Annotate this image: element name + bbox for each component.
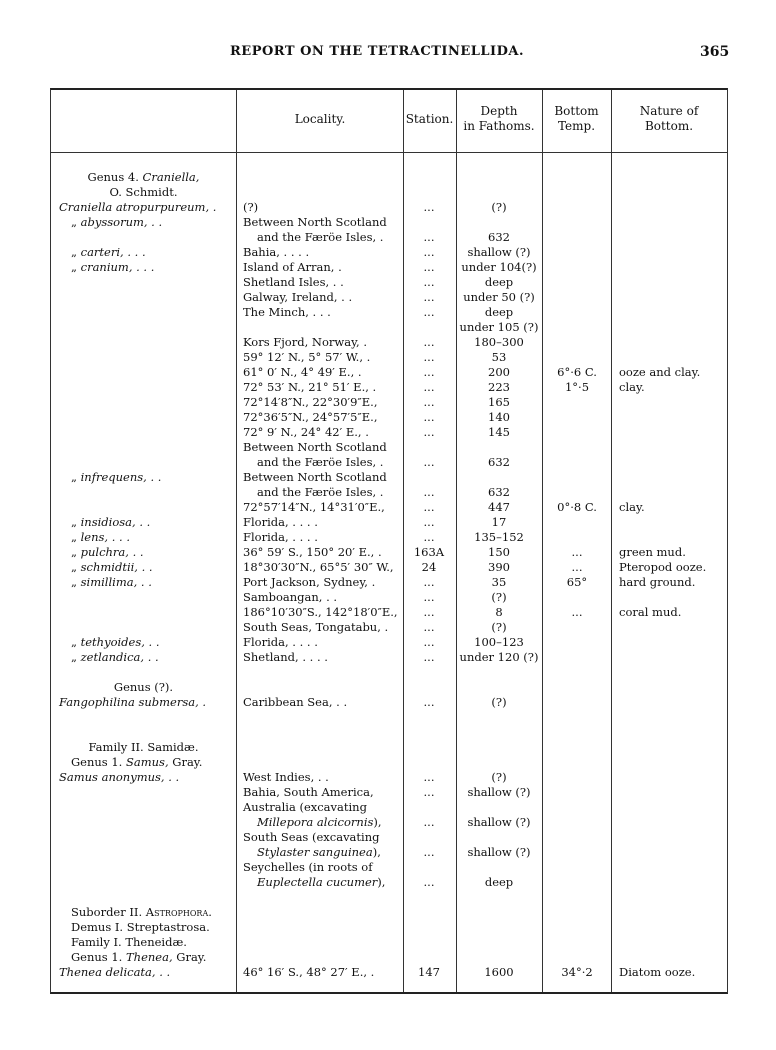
name-smallcaps: Astrophora. [145, 905, 212, 919]
locality-text: 46° 16′ S., 48° 27′ E., . [243, 965, 375, 979]
table-row [51, 905, 727, 920]
species-name [71, 935, 187, 950]
locality-cell [243, 560, 394, 575]
locality-text: Bahia, South America, [243, 785, 374, 799]
station-cell: ... [423, 290, 435, 304]
name-text: „ [71, 560, 81, 574]
name-text: Genus 4. [87, 170, 143, 184]
depth-cell: shallow (?) [467, 815, 531, 829]
locality-cell [243, 305, 331, 320]
locality-text: and the Færöe Isles, . [257, 455, 384, 469]
species-name [51, 170, 236, 185]
station-cell: ... [423, 620, 435, 634]
locality-text: 72°14′8″N., 22°30′9″E., [243, 395, 378, 409]
station-cell: ... [423, 350, 435, 364]
locality-cell [243, 530, 318, 545]
depth-cell: under 50 (?) [463, 290, 535, 304]
species-name [59, 965, 170, 980]
table-row [51, 875, 727, 890]
locality-cell [243, 365, 362, 380]
header-depth-line1: Depth [480, 104, 518, 118]
station-cell: ... [423, 695, 435, 709]
locality-text: 72°57′14″N., 14°31′0″E., [243, 500, 385, 514]
species-name [59, 695, 206, 710]
locality-cell [243, 575, 375, 590]
name-text: Genus 1. [71, 755, 126, 769]
locality-text: and the Færöe Isles, . [257, 485, 384, 499]
station-cell: ... [423, 485, 435, 499]
locality-text: 72°36′5″N., 24°57′5″E., [243, 410, 378, 424]
station-cell: 24 [421, 560, 437, 574]
table-row [51, 950, 727, 965]
table-row [51, 545, 727, 560]
nature-cell: ooze and clay. [619, 365, 701, 379]
nature-cell: Pteropod ooze. [619, 560, 707, 574]
station-cell: ... [423, 530, 435, 544]
station-cell: ... [423, 365, 435, 379]
depth-cell: 180–300 [474, 335, 524, 349]
locality-cell [243, 605, 398, 620]
name-italic: Craniella atropurpureum, . [59, 200, 217, 214]
locality-text: Caribbean Sea, . . [243, 695, 348, 709]
depth-cell: deep [484, 305, 514, 319]
name-text: „ [71, 260, 81, 274]
temp-cell: 65° [566, 575, 588, 589]
temp-cell: 34°·2 [561, 965, 593, 979]
station-cell: ... [423, 230, 435, 244]
locality-text: 18°30′30″N., 65°5′ 30″ W., [243, 560, 394, 574]
locality-cell [243, 425, 369, 440]
locality-cell [257, 845, 381, 860]
table-row [51, 695, 727, 710]
temp-cell: ... [571, 560, 583, 574]
table-row [51, 785, 727, 800]
locality-text: Kors Fjord, Norway, . [243, 335, 368, 349]
station-cell: ... [423, 785, 435, 799]
header-station: Station. [405, 112, 454, 126]
locality-text: (?) [243, 200, 259, 214]
locality-cell [243, 770, 329, 785]
name-italic: abyssorum, . . [80, 215, 163, 229]
table-row [51, 455, 727, 470]
locality-italic: Euplectella cucumer [257, 875, 378, 889]
table-row [51, 200, 727, 215]
station-cell: ... [423, 275, 435, 289]
depth-cell: under 105 (?) [459, 320, 539, 334]
depth-cell: shallow (?) [467, 845, 531, 859]
locality-text: ), [377, 875, 386, 889]
locality-cell [243, 545, 382, 560]
locality-text: West Indies, . . [243, 770, 329, 784]
name-tail: Gray. [168, 755, 203, 769]
name-italic: carteri, . . . [80, 245, 146, 259]
depth-cell: 100–123 [474, 635, 524, 649]
locality-text: and the Færöe Isles, . [257, 230, 384, 244]
species-name [51, 680, 236, 695]
header-nature-line1: Nature of [639, 104, 699, 118]
locality-text: Between North Scotland [243, 440, 387, 454]
species-name [71, 215, 162, 230]
species-name [51, 185, 236, 200]
temp-cell: 6°·6 C. [557, 365, 597, 379]
depth-cell: 145 [488, 425, 510, 439]
table-row [51, 440, 727, 455]
depth-cell: 8 [495, 605, 503, 619]
name-text: Genus 1. [71, 950, 126, 964]
table-row [51, 635, 727, 650]
depth-cell: (?) [491, 620, 507, 634]
header-temp-line1: Bottom [554, 104, 599, 118]
station-cell: ... [423, 380, 435, 394]
station-cell: ... [423, 575, 435, 589]
table-row [51, 800, 727, 815]
locality-cell [257, 815, 382, 830]
locality-cell [243, 335, 367, 350]
nature-cell: Diatom ooze. [619, 965, 696, 979]
locality-text: Bahia, . . . . [243, 245, 310, 259]
table-row [51, 575, 727, 590]
running-title: REPORT ON THE TETRACTINELLIDA. [230, 44, 524, 59]
table-row [51, 305, 727, 320]
table-row [51, 320, 727, 335]
depth-cell: 390 [488, 560, 510, 574]
locality-cell [243, 275, 344, 290]
depth-cell: 632 [488, 485, 510, 499]
nature-cell: coral mud. [619, 605, 682, 619]
name-text: „ [71, 245, 81, 259]
table-row [51, 215, 727, 230]
species-name [71, 920, 210, 935]
species-name [71, 950, 206, 965]
locality-cell [257, 230, 383, 245]
species-name [71, 635, 160, 650]
depth-cell: 135–152 [474, 530, 524, 544]
page-header [0, 44, 776, 64]
name-italic: simillima, . . [80, 575, 152, 589]
name-text: Demus I. Streptastrosa. [71, 920, 210, 934]
locality-text: Samboangan, . . [243, 590, 338, 604]
table-row [51, 395, 727, 410]
species-name [71, 545, 144, 560]
locality-cell [243, 515, 318, 530]
table-row [51, 485, 727, 500]
species-name [71, 905, 212, 920]
name-italic: Samus anonymus, . . [59, 770, 180, 784]
name-italic: infrequens, . . [80, 470, 162, 484]
station-cell: ... [423, 305, 435, 319]
locality-cell [243, 260, 342, 275]
locality-cell [257, 455, 383, 470]
page-number: 365 [700, 44, 730, 60]
depth-cell: 150 [488, 545, 510, 559]
name-text: Family I. Theneidæ. [71, 935, 187, 949]
locality-italic: Millepora alcicornis [257, 815, 374, 829]
locality-text: 61° 0′ N., 4° 49′ E., . [243, 365, 362, 379]
table-row [51, 365, 727, 380]
locality-cell [243, 635, 318, 650]
header-temp [542, 104, 611, 134]
locality-cell [243, 350, 370, 365]
station-cell: 147 [418, 965, 440, 979]
temp-cell: 0°·8 C. [557, 500, 597, 514]
locality-cell [243, 620, 388, 635]
name-text: „ [71, 635, 81, 649]
table-row [51, 425, 727, 440]
station-cell: ... [423, 815, 435, 829]
name-italic: Samus, [126, 755, 169, 769]
station-cell: 163A [413, 545, 445, 559]
locality-cell [243, 395, 377, 410]
name-italic: pulchra, . . [80, 545, 144, 559]
locality-cell [243, 650, 328, 665]
table-row [51, 605, 727, 620]
table-row [51, 920, 727, 935]
station-cell: ... [423, 605, 435, 619]
locality-cell [243, 830, 379, 845]
name-italic: Thenea delicata, . . [59, 965, 171, 979]
locality-cell [243, 440, 387, 455]
header-nature [611, 104, 727, 134]
table-row [51, 560, 727, 575]
nature-cell: clay. [619, 500, 645, 514]
species-name [71, 515, 150, 530]
locality-text: Island of Arran, . [243, 260, 342, 274]
table-row [51, 740, 727, 755]
name-text: „ [71, 215, 81, 229]
species-name [71, 650, 159, 665]
species-name [71, 755, 202, 770]
name-text: „ [71, 515, 81, 529]
name-italic: cranium, . . . [80, 260, 155, 274]
locality-italic: Stylaster sanguinea [257, 845, 373, 859]
locality-cell [243, 500, 385, 515]
name-text: „ [71, 575, 81, 589]
depth-cell: shallow (?) [467, 785, 531, 799]
locality-text: ), [373, 815, 382, 829]
header-depth-line2: in Fathoms. [463, 119, 535, 133]
table-row [51, 815, 727, 830]
header-locality: Locality. [294, 112, 346, 126]
depth-cell: (?) [491, 200, 507, 214]
temp-cell: ... [571, 605, 583, 619]
name-italic: lens, . . . [80, 530, 131, 544]
locality-cell [243, 860, 372, 875]
name-italic: zetlandica, . . [80, 650, 159, 664]
table-row [51, 185, 727, 200]
locality-cell [243, 245, 309, 260]
name-text: Family II. Samidæ. [88, 740, 199, 754]
species-name [71, 470, 161, 485]
locality-text: 72° 53′ N., 21° 51′ E., . [243, 380, 377, 394]
station-cell: ... [423, 875, 435, 889]
name-italic: Fangophilina submersa, . [59, 695, 207, 709]
locality-text: South Seas (excavating [243, 830, 380, 844]
locality-text: Seychelles (in roots of [243, 860, 373, 874]
table-row [51, 275, 727, 290]
station-cell: ... [423, 425, 435, 439]
depth-cell: 447 [488, 500, 510, 514]
name-italic: tethyoides, . . [80, 635, 160, 649]
table-row [51, 530, 727, 545]
station-cell: ... [423, 455, 435, 469]
table-row [51, 680, 727, 695]
name-text: „ [71, 545, 81, 559]
locality-cell [243, 215, 387, 230]
station-cell: ... [423, 200, 435, 214]
depth-cell: deep [484, 875, 514, 889]
locality-text: The Minch, . . . [243, 305, 331, 319]
table-row [51, 755, 727, 770]
species-name [59, 200, 216, 215]
locality-text: Australia (excavating [243, 800, 367, 814]
species-name [71, 260, 154, 275]
locality-text: 59° 12′ N., 5° 57′ W., . [243, 350, 371, 364]
locality-text: Port Jackson, Sydney, . [243, 575, 376, 589]
species-name [71, 530, 130, 545]
name-text: O. Schmidt. [109, 185, 178, 199]
locality-cell [243, 785, 374, 800]
table-row [51, 650, 727, 665]
locality-text: 36° 59′ S., 150° 20′ E., . [243, 545, 382, 559]
locality-text: Florida, . . . . [243, 530, 318, 544]
depth-cell: 632 [488, 455, 510, 469]
station-cell: ... [423, 770, 435, 784]
temp-cell: ... [571, 545, 583, 559]
locality-cell [243, 800, 367, 815]
species-table [50, 88, 728, 994]
locality-text: 72° 9′ N., 24° 42′ E., . [243, 425, 369, 439]
depth-cell: (?) [491, 590, 507, 604]
table-row [51, 335, 727, 350]
header-rule [51, 152, 727, 153]
station-cell: ... [423, 845, 435, 859]
locality-text: Galway, Ireland, . . [243, 290, 353, 304]
table-row [51, 965, 727, 980]
depth-cell: 1600 [484, 965, 514, 979]
locality-cell [243, 380, 376, 395]
depth-cell: 17 [491, 515, 507, 529]
table-row [51, 830, 727, 845]
table-row [51, 590, 727, 605]
depth-cell: (?) [491, 695, 507, 709]
name-text: „ [71, 650, 81, 664]
name-text: Suborder II. [71, 905, 146, 919]
table-row [51, 515, 727, 530]
depth-cell: 140 [488, 410, 510, 424]
table-row [51, 620, 727, 635]
locality-cell [243, 290, 352, 305]
header-temp-line2: Temp. [557, 119, 596, 133]
header-depth [456, 104, 542, 134]
locality-cell [243, 965, 374, 980]
species-name [51, 740, 236, 755]
name-italic: Thenea, [126, 950, 173, 964]
species-name [71, 575, 152, 590]
depth-cell: under 104(?) [461, 260, 537, 274]
locality-text: Florida, . . . . [243, 515, 318, 529]
locality-cell [243, 200, 258, 215]
table-row [51, 380, 727, 395]
header-nature-line2: Bottom. [644, 119, 694, 133]
name-text: Genus (?). [113, 680, 174, 694]
station-cell: ... [423, 335, 435, 349]
depth-cell: 223 [488, 380, 510, 394]
table-row [51, 845, 727, 860]
nature-cell: green mud. [619, 545, 686, 559]
temp-cell: 1°·5 [564, 380, 590, 394]
depth-cell: under 120 (?) [459, 650, 539, 664]
depth-cell: 165 [488, 395, 510, 409]
locality-cell [243, 470, 387, 485]
table-row [51, 350, 727, 365]
depth-cell: shallow (?) [467, 245, 531, 259]
species-name [59, 770, 179, 785]
station-cell: ... [423, 635, 435, 649]
table-row [51, 500, 727, 515]
locality-text: Between North Scotland [243, 215, 387, 229]
station-cell: ... [423, 590, 435, 604]
depth-cell: 200 [488, 365, 510, 379]
depth-cell: 53 [491, 350, 507, 364]
locality-text: ), [372, 845, 381, 859]
station-cell: ... [423, 395, 435, 409]
locality-cell [257, 485, 383, 500]
table-row [51, 245, 727, 260]
table-row [51, 260, 727, 275]
locality-text: 186°10′30″S., 142°18′0″E., [243, 605, 398, 619]
name-text: „ [71, 530, 81, 544]
table-row [51, 170, 727, 185]
depth-cell: deep [484, 275, 514, 289]
locality-cell [243, 590, 337, 605]
table-row [51, 860, 727, 875]
station-cell: ... [423, 650, 435, 664]
station-cell: ... [423, 515, 435, 529]
locality-cell [257, 875, 385, 890]
species-name [71, 245, 146, 260]
locality-text: Shetland Isles, . . [243, 275, 344, 289]
station-cell: ... [423, 500, 435, 514]
locality-text: Florida, . . . . [243, 635, 318, 649]
name-text: „ [71, 470, 81, 484]
table-row [51, 230, 727, 245]
name-tail: Gray. [172, 950, 207, 964]
station-cell: ... [423, 260, 435, 274]
locality-text: Shetland, . . . . [243, 650, 328, 664]
depth-cell: 632 [488, 230, 510, 244]
table-row [51, 410, 727, 425]
locality-cell [243, 695, 347, 710]
name-italic: schmidtii, . . [80, 560, 153, 574]
locality-text: South Seas, Tongatabu, . [243, 620, 389, 634]
name-italic: insidiosa, . . [80, 515, 151, 529]
table-row [51, 470, 727, 485]
table-row [51, 935, 727, 950]
name-italic: Craniella, [142, 170, 200, 184]
table-row [51, 770, 727, 785]
locality-text: Between North Scotland [243, 470, 387, 484]
locality-cell [243, 410, 377, 425]
station-cell: ... [423, 245, 435, 259]
species-name [71, 560, 153, 575]
depth-cell: (?) [491, 770, 507, 784]
nature-cell: clay. [619, 380, 645, 394]
station-cell: ... [423, 410, 435, 424]
depth-cell: 35 [491, 575, 507, 589]
nature-cell: hard ground. [619, 575, 696, 589]
table-row [51, 290, 727, 305]
